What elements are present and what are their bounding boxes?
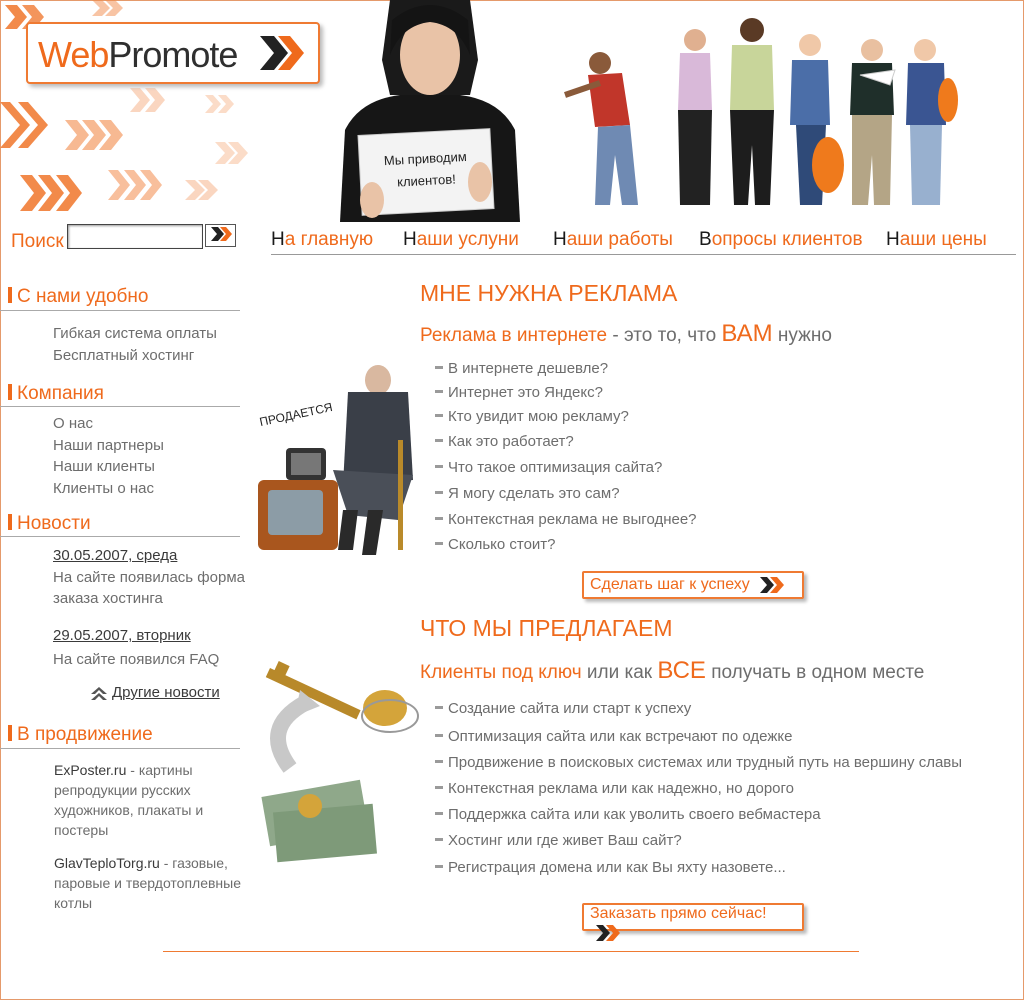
nav-services-rest: аши услуни	[416, 229, 519, 250]
news-text: На сайте появилась форма заказа хостинга	[53, 569, 245, 607]
service-link[interactable]: Продвижение в поисковых системах или трудный путь на вершину славы	[435, 754, 962, 771]
question-link[interactable]: Как это работает?	[435, 433, 574, 450]
section-heading-advertising: МНЕ НУЖНА РЕКЛАМА	[420, 280, 678, 306]
news-date-link[interactable]: 30.05.2007, среда	[53, 547, 178, 564]
lead-text: нужно	[772, 325, 832, 346]
service-link[interactable]: Хостинг или где живет Ваш сайт?	[435, 832, 682, 849]
sidebar-divider	[0, 406, 240, 407]
section-lead	[420, 320, 832, 348]
heading-marker	[8, 384, 12, 400]
question-link[interactable]: В интернете дешевле?	[435, 360, 608, 377]
key-money-illustration	[250, 648, 420, 883]
nav-services-first: Н	[403, 229, 417, 250]
hero-woman-image	[330, 0, 525, 222]
step-to-success-label: Сделать шаг к успеху	[590, 576, 750, 594]
sidebar-item-flexible-payment[interactable]: Гибкая система оплаты	[53, 325, 217, 342]
for-sale-illustration	[248, 360, 418, 565]
lead-text: или как	[581, 662, 658, 683]
promo-link-glavteplotorg[interactable]: GlavTeploTorg.ru	[54, 855, 160, 871]
news-date-link[interactable]: 29.05.2007, вторник	[53, 627, 191, 644]
lead-big: ВСЕ	[657, 657, 706, 684]
order-now-label: Заказать прямо сейчас!	[590, 905, 767, 922]
sidebar-divider	[0, 748, 240, 749]
nav-works-first: Н	[553, 229, 567, 250]
lead-text: - это то, что	[607, 325, 722, 346]
logo-chevron-icon	[260, 36, 310, 70]
logo-text	[38, 34, 237, 76]
nav-home[interactable]	[271, 229, 373, 251]
service-link[interactable]: Оптимизация сайта или как встречают по одежке	[435, 728, 792, 745]
lead-big: ВАМ	[721, 320, 773, 347]
question-link[interactable]: Интернет это Яндекс?	[435, 384, 603, 401]
section-heading-offer: ЧТО МЫ ПРЕДЛАГАЕМ	[420, 615, 673, 641]
promo-item	[54, 760, 244, 840]
sidebar-item-clients[interactable]: Наши клиенты	[53, 458, 155, 475]
nav-prices-first: Н	[886, 229, 900, 250]
nav-faq[interactable]	[699, 229, 863, 251]
sidebar-divider	[0, 536, 240, 537]
more-news-link[interactable]: Другие новости	[112, 684, 220, 701]
heading-marker	[8, 514, 12, 530]
question-link[interactable]: Сколько стоит?	[435, 536, 556, 553]
sidebar-heading-convenient-text: С нами удобно	[17, 286, 149, 307]
svg-text:Мы приводим: Мы приводим	[383, 148, 468, 169]
nav-divider	[271, 254, 1016, 255]
arrow-icon	[758, 575, 788, 595]
sidebar-item-free-hosting[interactable]: Бесплатный хостинг	[53, 347, 195, 364]
sidebar-heading-convenient	[8, 286, 148, 308]
section-lead	[420, 657, 924, 685]
heading-marker	[8, 725, 12, 741]
promo-desc: - картины репродукции русских художников, плакаты и постеры	[54, 762, 204, 838]
lead-text: получать в одном месте	[705, 662, 925, 683]
service-link[interactable]: Регистрация домена или как Вы яхту назовете...	[435, 859, 786, 876]
question-link[interactable]: Я могу сделать это сам?	[435, 485, 620, 502]
question-link[interactable]: Кто увидит мою рекламу?	[435, 408, 629, 425]
question-link[interactable]: Контекстная реклама не выгоднее?	[435, 511, 697, 528]
sidebar-divider	[0, 310, 240, 311]
hero-people-image	[560, 15, 960, 215]
sidebar-heading-promotion	[8, 724, 153, 746]
sidebar-item-partners[interactable]: Наши партнеры	[53, 437, 164, 454]
service-link[interactable]: Создание сайта или старт к успеху	[435, 700, 691, 717]
promo-item	[54, 853, 244, 913]
search-label: Поиск	[11, 231, 64, 252]
nav-faq-rest: опросы клиентов	[711, 229, 863, 250]
sidebar-item-testimonials[interactable]: Клиенты о нас	[53, 480, 154, 497]
search-input[interactable]	[67, 224, 203, 249]
for-sale-caption: ПРОДАЕТСЯ	[258, 399, 334, 430]
sidebar-heading-company-text: Компания	[17, 383, 104, 404]
search-go-icon	[207, 225, 235, 243]
arrow-icon	[594, 923, 624, 943]
nav-home-first: Н	[271, 229, 285, 250]
nav-faq-first: В	[699, 229, 712, 250]
nav-works[interactable]	[553, 229, 673, 251]
question-link[interactable]: Что такое оптимизация сайта?	[435, 459, 662, 476]
nav-works-rest: аши работы	[566, 229, 673, 250]
logo-web: Web	[38, 34, 109, 75]
sidebar-heading-news-text: Новости	[17, 513, 91, 534]
nav-home-rest: а главную	[284, 229, 374, 250]
more-news-icon	[90, 686, 108, 702]
heading-marker	[8, 287, 12, 303]
promo-desc: - газовые, паровые и твердотоплевные котлы	[54, 855, 242, 911]
nav-prices[interactable]	[886, 229, 987, 251]
svg-text:клиентов!: клиентов!	[396, 171, 457, 190]
service-link[interactable]: Контекстная реклама или как надежно, но дорого	[435, 780, 794, 797]
search-button[interactable]	[205, 224, 236, 247]
order-now-button[interactable]	[582, 903, 804, 931]
logo-promote: Promote	[108, 34, 238, 75]
footer-divider	[163, 951, 859, 952]
lead-highlight: Реклама в интернете	[420, 325, 608, 346]
nav-prices-rest: аши цены	[899, 229, 987, 250]
service-link[interactable]: Поддержка сайта или как уволить своего вебмастера	[435, 806, 821, 823]
sidebar-heading-promotion-text: В продвижение	[17, 724, 153, 745]
step-to-success-button[interactable]	[582, 571, 804, 599]
news-text: На сайте появился FAQ	[53, 651, 220, 668]
nav-services[interactable]	[403, 229, 519, 251]
lead-highlight: Клиенты под ключ	[420, 662, 582, 683]
promo-link-exposter[interactable]: ExPoster.ru	[54, 762, 127, 778]
sidebar-heading-company	[8, 383, 104, 405]
logo[interactable]	[26, 22, 320, 84]
sidebar-item-about[interactable]: О нас	[53, 415, 93, 432]
sidebar-heading-news	[8, 513, 91, 535]
